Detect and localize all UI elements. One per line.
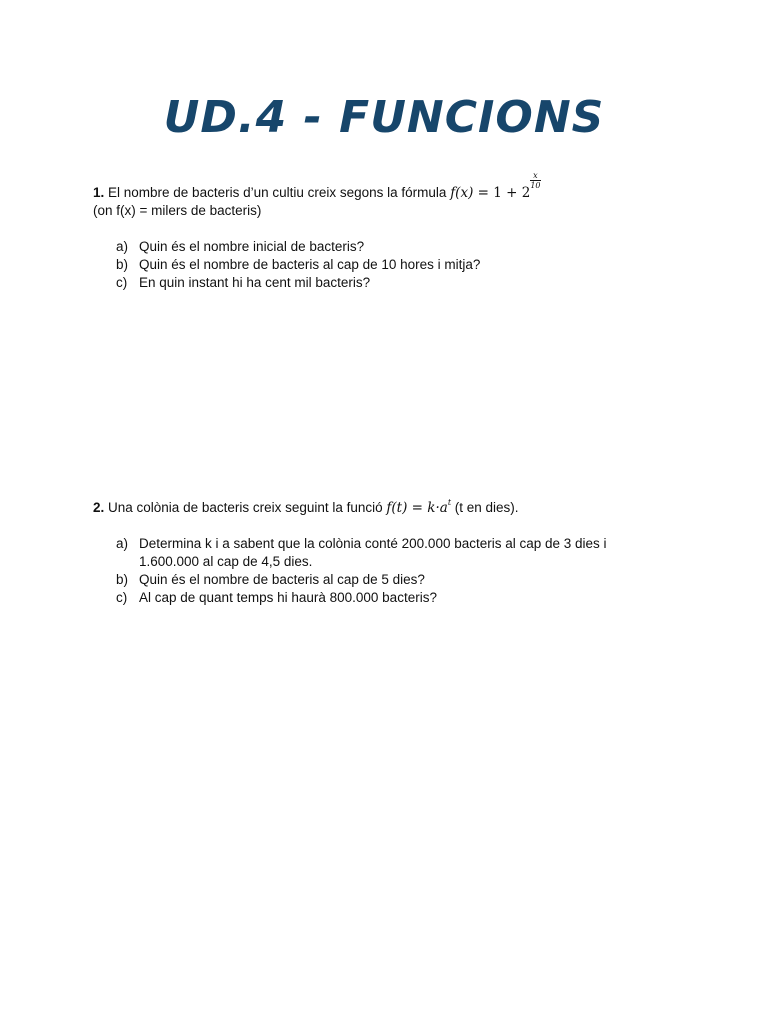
formula-rhs: = k·a: [407, 500, 448, 516]
formula-lhs: f(x): [450, 185, 474, 201]
formula-rhs: = 1 + 2: [473, 185, 531, 201]
item-label: c): [116, 275, 128, 290]
problem-2-statement: [93, 494, 607, 517]
item-text: Quin és el nombre de bacteris al cap de 5 dies?: [139, 572, 425, 587]
formula: [386, 500, 451, 516]
item-text-continued: 1.600.000 al cap de 4,5 dies.: [139, 554, 313, 569]
item-label: a): [116, 239, 129, 254]
formula-lhs: f(t): [386, 500, 408, 516]
item-text: Al cap de quant temps hi haurà 800.000 bacteris?: [139, 590, 437, 605]
list-item: [93, 274, 541, 292]
item-label: a): [116, 536, 129, 551]
list-item: [93, 589, 607, 607]
page-title: UD.4 - FUNCIONS: [163, 92, 605, 143]
item-label: b): [116, 257, 129, 272]
problem-1: [93, 171, 541, 292]
item-text: Quin és el nombre inicial de bacteris?: [139, 239, 365, 254]
problem-text: El nombre de bacteris d’un cultiu creix segons la fórmula: [104, 185, 451, 200]
item-text: Quin és el nombre de bacteris al cap de 10 hores i mitja?: [139, 257, 481, 272]
exponent-denominator: 10: [530, 181, 541, 190]
problem-1-statement: [93, 171, 541, 202]
problem-number: 1.: [93, 185, 105, 200]
item-text: En quin instant hi ha cent mil bacteris?: [139, 275, 371, 290]
item-label: b): [116, 572, 129, 587]
formula-exponent: [530, 171, 540, 190]
problem-text: Una colònia de bacteris creix seguint la funció: [104, 500, 387, 515]
list-item: [93, 256, 541, 274]
formula: [450, 171, 541, 201]
item-label: c): [116, 590, 128, 605]
problem-tail: (t en dies).: [451, 500, 519, 515]
problem-2-items: [93, 535, 607, 607]
formula-exponent: t: [447, 498, 452, 507]
problem-number: 2.: [93, 500, 105, 515]
list-item: [93, 535, 607, 571]
item-text: Determina k i a sabent que la colònia conté 200.000 bacteris al cap de 3 dies i: [139, 536, 607, 551]
problem-1-items: [93, 238, 541, 292]
problem-2: [93, 494, 607, 607]
exponent-numerator: x: [530, 171, 540, 181]
list-item: [93, 238, 541, 256]
list-item: [93, 571, 607, 589]
problem-1-note: (on f(x) = milers de bacteris): [93, 203, 262, 218]
